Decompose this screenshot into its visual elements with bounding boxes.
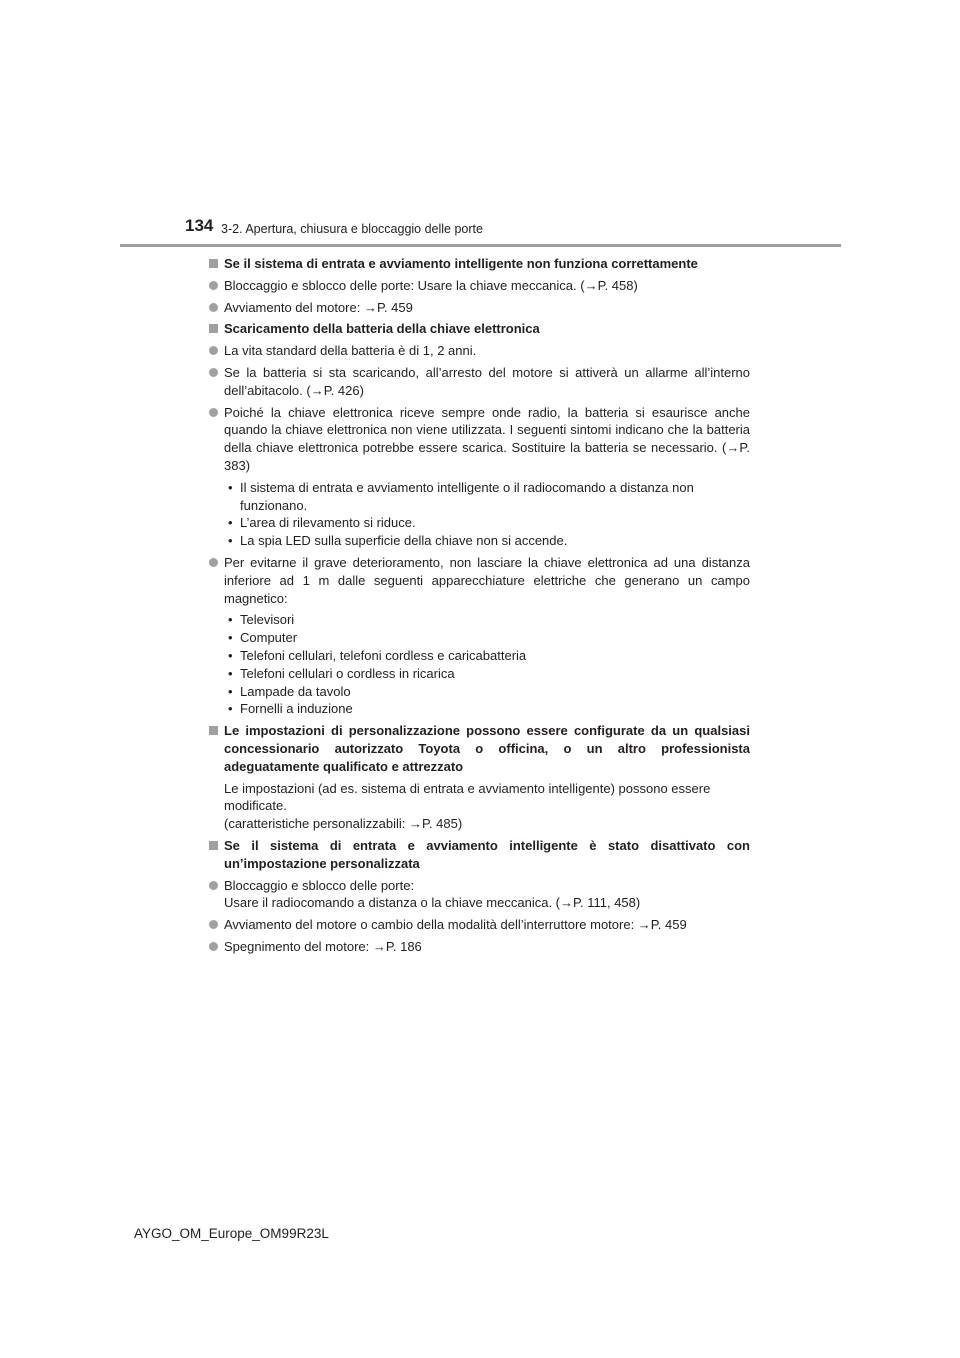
page-number: 134 bbox=[185, 216, 214, 235]
list-item bbox=[209, 554, 750, 607]
circle-bullet-icon bbox=[209, 281, 218, 290]
paragraph-line: (caratteristiche personalizzabili: →P. 485) bbox=[224, 816, 463, 832]
list-item bbox=[209, 277, 750, 295]
page-content bbox=[209, 255, 750, 960]
bullet-text: Poiché la chiave elettronica riceve sempre onde radio, la batteria si esaurisce anche quando la chiave elettronica non viene utilizzata. I seguenti sintomi indicano che la batteria della chiave elettronica potrebbe essere scarica. Sostituire la batteria se necessario. (→P. 383) bbox=[224, 404, 750, 473]
square-bullet-icon bbox=[209, 324, 218, 333]
bullet-text: Per evitarne il grave deterioramento, non lasciare la chiave elettronica ad una distanza inferiore ad 1 m dalle seguenti apparecchiature elettriche che generano un campo magnetico: bbox=[224, 554, 750, 606]
list-item bbox=[209, 877, 750, 913]
section-title: Se il sistema di entrata e avviamento intelligente non funziona correttamente bbox=[224, 256, 698, 271]
device-item: • Lampade da tavolo bbox=[224, 683, 750, 701]
circle-bullet-icon bbox=[209, 368, 218, 377]
square-bullet-icon bbox=[209, 841, 218, 850]
chapter-title: 3-2. Apertura, chiusura e bloccaggio delle porte bbox=[221, 222, 483, 236]
document-code: AYGO_OM_Europe_OM99R23L bbox=[134, 1226, 329, 1241]
device-item: • Telefoni cellulari, telefoni cordless e caricabatteria bbox=[224, 647, 750, 665]
symptom-item: • L’area di rilevamento si riduce. bbox=[224, 514, 750, 532]
paragraph-line: Le impostazioni (ad es. sistema di entrata e avviamento intelligente) possono essere modificate. bbox=[224, 780, 711, 814]
circle-bullet-icon bbox=[209, 920, 218, 929]
bullet-text: Spegnimento del motore: →P. 186 bbox=[224, 938, 422, 954]
circle-bullet-icon bbox=[209, 408, 218, 417]
list-item bbox=[209, 938, 750, 956]
section-heading bbox=[209, 837, 750, 873]
device-item: • Televisori bbox=[224, 611, 750, 629]
bullet-text: Se la batteria si sta scaricando, all’arresto del motore si attiverà un allarme all’interno dell’abitacolo. (→P. 426) bbox=[224, 364, 750, 398]
bullet-text: Bloccaggio e sblocco delle porte: bbox=[224, 877, 415, 893]
square-bullet-icon bbox=[209, 259, 218, 268]
device-list bbox=[209, 611, 750, 718]
bullet-text: Bloccaggio e sblocco delle porte: Usare la chiave meccanica. (→P. 458) bbox=[224, 277, 638, 293]
symptom-item: • La spia LED sulla superficie della chiave non si accende. bbox=[224, 532, 750, 550]
section-heading bbox=[209, 255, 750, 273]
bullet-text: Avviamento del motore o cambio della modalità dell’interruttore motore: →P. 459 bbox=[224, 917, 687, 933]
list-item bbox=[209, 364, 750, 400]
circle-bullet-icon bbox=[209, 303, 218, 312]
section-title: Le impostazioni di personalizzazione possono essere configurate da un qualsiasi concessionario autorizzato Toyota o officina, o un altro professionista adeguatamente qualificato e attrezzato bbox=[224, 723, 750, 774]
circle-bullet-icon bbox=[209, 558, 218, 567]
section-title: Se il sistema di entrata e avviamento intelligente è stato disattivato con un’impostazione personalizzata bbox=[224, 837, 750, 871]
circle-bullet-icon bbox=[209, 881, 218, 890]
circle-bullet-icon bbox=[209, 346, 218, 355]
section-heading bbox=[209, 320, 750, 338]
list-item bbox=[209, 916, 750, 934]
device-item: • Computer bbox=[224, 629, 750, 647]
list-item bbox=[209, 404, 750, 475]
bullet-text: Avviamento del motore: →P. 459 bbox=[224, 299, 413, 315]
device-item: • Fornelli a induzione bbox=[224, 700, 750, 718]
list-item bbox=[209, 342, 750, 360]
paragraph bbox=[209, 780, 750, 833]
device-item: • Telefoni cellulari o cordless in ricarica bbox=[224, 665, 750, 683]
header-rule bbox=[120, 244, 841, 247]
list-item bbox=[209, 299, 750, 317]
circle-bullet-icon bbox=[209, 942, 218, 951]
bullet-text: Usare il radiocomando a distanza o la chiave meccanica. (→P. 111, 458) bbox=[224, 895, 641, 911]
section-title: Scaricamento della batteria della chiave elettronica bbox=[224, 321, 540, 337]
symptom-list bbox=[209, 479, 750, 550]
section-heading bbox=[209, 722, 750, 775]
symptom-item: • Il sistema di entrata e avviamento intelligente o il radiocomando a distanza non funzionano. bbox=[224, 479, 750, 515]
square-bullet-icon bbox=[209, 726, 218, 735]
bullet-text: La vita standard della batteria è di 1, 2 anni. bbox=[224, 343, 477, 359]
